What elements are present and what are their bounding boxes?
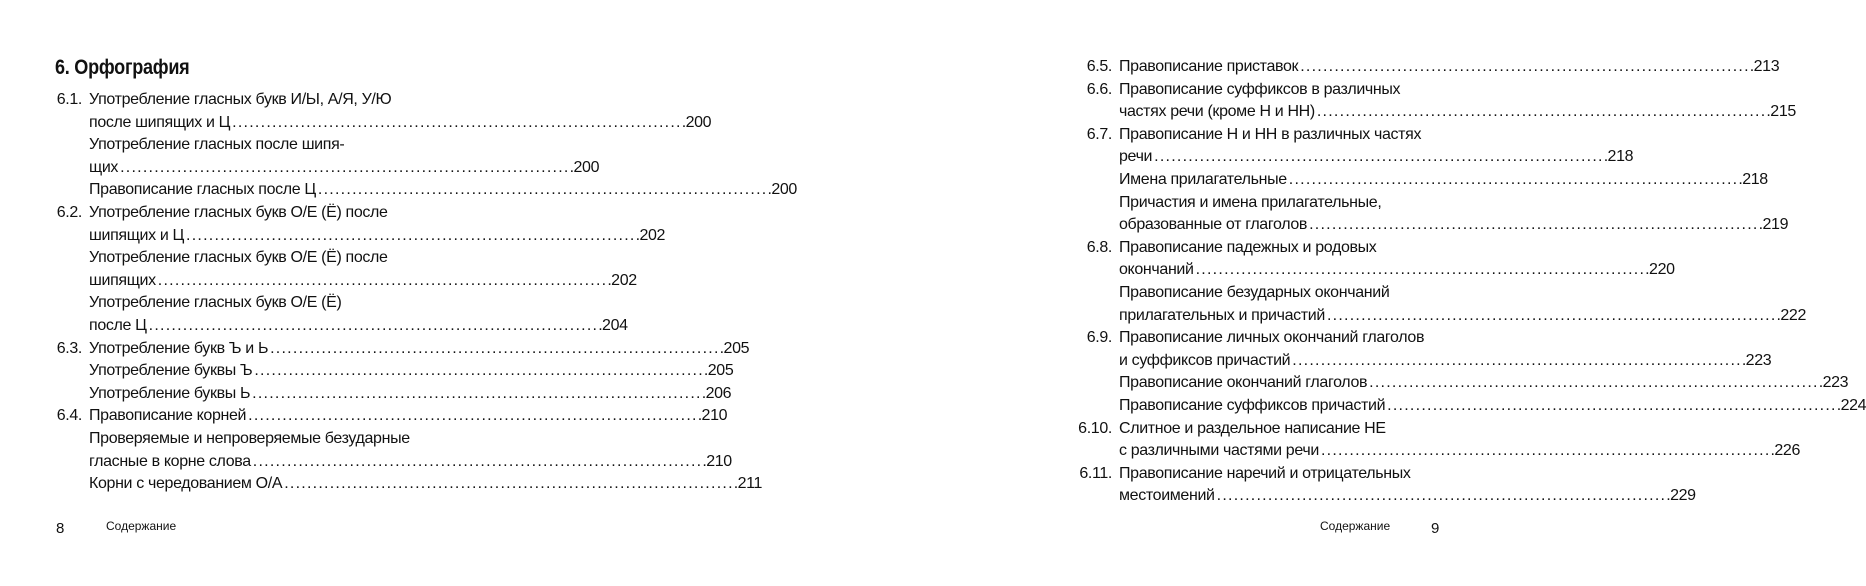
toc-entry — [1075, 79, 1796, 124]
dot-leader — [1152, 146, 1606, 169]
toc-line — [1119, 214, 1789, 237]
toc-page-number: 202 — [639, 226, 666, 244]
dot-leader — [1367, 372, 1821, 395]
section-number: 6.10. — [1078, 419, 1112, 437]
toc-page-number: 223 — [1745, 351, 1772, 369]
toc-subsection — [1075, 395, 1866, 418]
toc-line — [1119, 485, 1696, 508]
running-footer: Содержание — [1320, 519, 1391, 533]
dot-leader — [1194, 259, 1648, 282]
section-body — [89, 202, 666, 247]
section-number: 6.6. — [1086, 80, 1112, 98]
toc-page-number: 200 — [685, 113, 712, 131]
toc-page-number: 229 — [1670, 487, 1696, 505]
section-body — [1119, 327, 1772, 372]
toc-line — [1119, 440, 1801, 463]
toc-text: речи — [1119, 148, 1153, 166]
toc-page-number: 211 — [737, 475, 763, 493]
section-number: 6.7. — [1086, 125, 1112, 143]
toc-line: Правописание Н и НН в различных частях — [1119, 125, 1422, 143]
right-page — [500, 0, 1866, 586]
toc-text: с различными частями речи — [1119, 442, 1319, 460]
section-body — [1119, 124, 1634, 169]
section-body — [1119, 463, 1696, 508]
toc-line — [89, 451, 732, 474]
toc-text: щих — [89, 158, 119, 176]
section-number: 6.2. — [56, 203, 82, 221]
toc-text: частях речи (кроме Н и НН) — [1119, 103, 1315, 121]
toc-page-number: 206 — [705, 384, 732, 402]
toc-page-number: 204 — [602, 316, 628, 334]
toc-page-number: 226 — [1774, 442, 1801, 460]
toc-page-number: 205 — [707, 362, 734, 380]
toc-line: Употребление гласных букв И/Ы, А/Я, У/Ю — [89, 91, 392, 108]
toc-line — [1119, 146, 1634, 169]
toc-line — [89, 360, 734, 383]
toc-page-number: 210 — [701, 407, 728, 425]
toc-list-left — [55, 89, 797, 496]
toc-line: Правописание суффиксов в различных — [1119, 80, 1401, 98]
toc-line: Причастия и имена прилагательные, — [1119, 193, 1382, 211]
toc-section — [55, 202, 666, 247]
toc-section — [55, 338, 750, 361]
toc-entry — [55, 89, 797, 202]
toc-subsection — [55, 134, 600, 179]
toc-entry — [1075, 418, 1801, 463]
toc-entry — [55, 405, 763, 495]
dot-leader — [1290, 350, 1744, 373]
toc-entry — [55, 338, 750, 406]
section-number: 6.8. — [1086, 238, 1112, 256]
dot-leader — [1319, 440, 1773, 463]
toc-page-number: 210 — [706, 452, 732, 470]
dot-leader — [1215, 485, 1669, 508]
toc-subsection — [55, 179, 797, 202]
toc-subsection — [55, 360, 734, 383]
dot-leader — [1287, 169, 1741, 192]
section-body — [1119, 56, 1780, 79]
toc-text: гласные в корне слова — [89, 452, 251, 470]
section-number: 6.11. — [1079, 464, 1112, 482]
toc-line: Употребление гласных букв О/Е (Ё) после — [89, 249, 388, 267]
toc-page-number: 213 — [1753, 58, 1780, 75]
toc-text: окончаний — [1119, 261, 1194, 279]
page-number: 9 — [1431, 520, 1440, 537]
section-body — [1119, 237, 1675, 282]
toc-text: шипящих и Ц — [89, 226, 185, 244]
chapter-title: 6. Орфография — [55, 56, 190, 79]
toc-section — [1075, 79, 1796, 124]
toc-subsection — [1075, 192, 1789, 237]
toc-subsection — [1075, 372, 1849, 395]
toc-line — [89, 112, 712, 135]
toc-line: Употребление гласных букв О/Е (Ё) после — [89, 203, 388, 221]
toc-page-number: 200 — [771, 181, 797, 199]
toc-section — [1075, 237, 1675, 282]
dot-leader — [1298, 56, 1752, 79]
section-body — [89, 338, 750, 361]
toc-line: Проверяемые и непроверяемые безударные — [89, 429, 410, 447]
toc-section — [55, 89, 712, 134]
toc-text: Имена прилагательные — [1119, 170, 1287, 188]
section-number: 6.3. — [56, 339, 82, 357]
toc-line — [89, 179, 797, 202]
toc-subsection — [1075, 169, 1768, 192]
dot-leader — [1315, 101, 1769, 124]
left-page — [0, 0, 797, 586]
toc-line — [1119, 395, 1866, 418]
toc-line — [89, 315, 628, 338]
toc-text: и суффиксов причастий — [1119, 351, 1291, 369]
toc-page-number: 205 — [723, 339, 750, 357]
toc-line: Слитное и раздельное написание НЕ — [1119, 419, 1386, 437]
section-body — [89, 89, 712, 134]
toc-page-number: 215 — [1770, 103, 1796, 121]
toc-section — [1075, 463, 1696, 508]
toc-subsection — [55, 383, 732, 406]
toc-entry — [1075, 463, 1696, 508]
toc-page-number: 218 — [1607, 148, 1634, 166]
toc-section — [1075, 124, 1634, 169]
toc-subsection — [55, 292, 628, 337]
toc-text: образованные от глаголов — [1119, 216, 1308, 234]
toc-subsection — [55, 247, 637, 292]
toc-line: Правописание безударных окончаний — [1119, 283, 1390, 301]
toc-line — [1119, 169, 1768, 192]
toc-entry — [55, 202, 666, 338]
section-number: 6.9. — [1086, 329, 1112, 347]
toc-text: Употребление букв Ъ и Ь — [89, 339, 269, 357]
toc-text: Правописание окончаний глаголов — [1119, 374, 1368, 392]
toc-page-number: 223 — [1822, 374, 1849, 392]
toc-entry — [1075, 124, 1789, 237]
toc-text: местоимений — [1119, 487, 1215, 505]
toc-line — [89, 405, 728, 428]
section-number: 6.4. — [56, 407, 82, 425]
toc-text: Употребление буквы Ь — [89, 384, 251, 402]
section-body — [1119, 418, 1801, 463]
toc-list-right — [1075, 56, 1866, 508]
toc-line: Употребление гласных после шипя- — [89, 136, 345, 154]
toc-line — [89, 270, 637, 293]
toc-text: шипящих — [89, 271, 156, 289]
toc-line — [1119, 350, 1772, 373]
toc-subsection — [55, 428, 732, 473]
toc-line — [1119, 101, 1796, 124]
toc-text: Корни с чередованием О/А — [89, 475, 283, 493]
toc-line — [1119, 259, 1675, 282]
toc-line — [1119, 305, 1807, 328]
toc-text: Правописание корней — [89, 407, 247, 425]
section-body — [1119, 79, 1796, 124]
toc-subsection — [55, 473, 763, 496]
toc-text: после шипящих и Ц — [89, 113, 231, 131]
toc-section — [1075, 418, 1801, 463]
toc-subsection — [1075, 282, 1807, 327]
toc-line — [1119, 56, 1780, 79]
toc-text: после Ц — [89, 316, 147, 334]
toc-section — [1075, 327, 1772, 372]
toc-line: Правописание личных окончаний глаголов — [1119, 329, 1425, 347]
toc-line — [89, 473, 763, 496]
toc-text: Употребление буквы Ъ — [89, 362, 253, 380]
toc-page-number: 202 — [611, 271, 637, 289]
section-number: 6.5. — [1086, 58, 1112, 75]
dot-leader — [1307, 214, 1761, 237]
page-number: 8 — [56, 520, 65, 537]
toc-line — [89, 225, 666, 248]
toc-entry — [1075, 56, 1780, 79]
toc-line — [89, 338, 750, 361]
toc-text: Правописание суффиксов причастий — [1119, 396, 1386, 414]
toc-line: Правописание падежных и родовых — [1119, 238, 1377, 256]
toc-entry — [1075, 327, 1866, 417]
toc-line — [1119, 372, 1849, 395]
section-body — [89, 405, 728, 428]
toc-entry — [1075, 237, 1807, 327]
toc-text: Правописание приставок — [1119, 58, 1299, 75]
toc-page-number: 224 — [1840, 396, 1866, 414]
section-number: 6.1. — [56, 91, 82, 108]
toc-text: Правописание гласных после Ц — [89, 181, 316, 199]
toc-line — [89, 383, 732, 406]
toc-section — [1075, 56, 1780, 79]
running-footer: Содержание — [106, 519, 177, 533]
toc-line: Правописание наречий и отрицательных — [1119, 464, 1411, 482]
dot-leader — [1325, 305, 1779, 328]
toc-line — [89, 157, 600, 180]
toc-line: Употребление гласных букв О/Е (Ё) — [89, 294, 342, 312]
toc-page-number: 220 — [1649, 261, 1675, 279]
toc-section — [55, 405, 728, 428]
toc-page-number: 200 — [573, 158, 600, 176]
dot-leader — [1385, 395, 1839, 418]
toc-page-number: 222 — [1780, 306, 1807, 324]
toc-page-number: 219 — [1762, 216, 1789, 234]
toc-page-number: 218 — [1742, 170, 1768, 188]
toc-text: прилагательных и причастий — [1119, 306, 1325, 324]
